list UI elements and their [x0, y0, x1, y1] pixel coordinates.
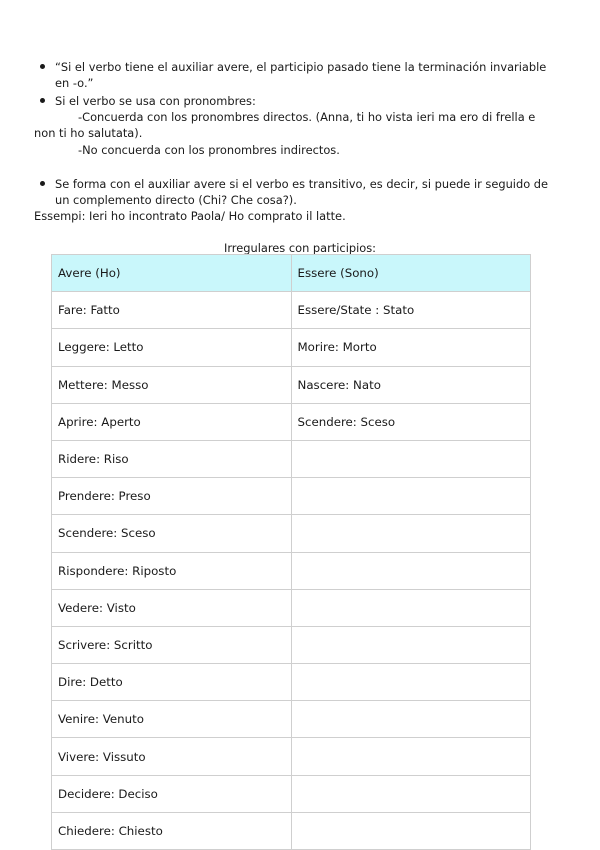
- bullet-2-line-1: Si el verbo se usa con pronombres:: [55, 94, 256, 108]
- table-row: [52, 552, 531, 589]
- column-header-essere: Essere (Sono): [291, 255, 531, 292]
- table-cell-essere: Morire: Morto: [291, 329, 531, 366]
- bullet-dot-1: [40, 64, 45, 69]
- table-row: [52, 515, 531, 552]
- table-cell-avere: Decidere: Deciso: [52, 775, 292, 812]
- table-cell-essere: [291, 589, 531, 626]
- table-caption: Irregulares con participios:: [223, 241, 377, 255]
- table-cell-essere: [291, 812, 531, 849]
- table-cell-avere: Vedere: Visto: [52, 589, 292, 626]
- bullet-1-line-1: “Si el verbo tiene el auxiliar avere, el participio pasado tiene la terminación invariable: [55, 60, 547, 74]
- table-cell-avere: Venire: Venuto: [52, 701, 292, 738]
- table-cell-essere: [291, 738, 531, 775]
- table-cell-avere: Ridere: Riso: [52, 440, 292, 477]
- table-cell-avere: Leggere: Letto: [52, 329, 292, 366]
- table-row: [52, 478, 531, 515]
- table-cell-essere: [291, 701, 531, 738]
- table-cell-essere: Essere/State : Stato: [291, 292, 531, 329]
- table-row: [52, 366, 531, 403]
- column-header-avere: Avere (Ho): [52, 255, 292, 292]
- bullet-dot-3: [40, 181, 45, 186]
- sub-point-2-line-1: -No concuerda con los pronombres indirectos.: [78, 143, 340, 157]
- table-row: [52, 403, 531, 440]
- table-cell-essere: Scendere: Sceso: [291, 403, 531, 440]
- table-row: [52, 775, 531, 812]
- table-header-row: [52, 255, 531, 292]
- bullet-dot-2: [40, 98, 45, 103]
- table-cell-essere: [291, 552, 531, 589]
- table-cell-avere: Dire: Detto: [52, 664, 292, 701]
- table-row: [52, 738, 531, 775]
- table-cell-essere: [291, 515, 531, 552]
- table-cell-essere: [291, 664, 531, 701]
- table-cell-avere: Chiedere: Chiesto: [52, 812, 292, 849]
- table-cell-essere: [291, 626, 531, 663]
- table-cell-essere: [291, 775, 531, 812]
- bullet-3-line-2: un complemento directo (Chi? Che cosa?).: [55, 193, 297, 207]
- table-cell-essere: Nascere: Nato: [291, 366, 531, 403]
- table-row: [52, 701, 531, 738]
- table-cell-avere: Prendere: Preso: [52, 478, 292, 515]
- table-row: [52, 440, 531, 477]
- table-row: [52, 664, 531, 701]
- irregular-participles-table: [51, 254, 531, 850]
- bullet-1-line-2: en -o.”: [55, 76, 94, 90]
- table-cell-avere: Vivere: Vissuto: [52, 738, 292, 775]
- table-cell-avere: Scrivere: Scritto: [52, 626, 292, 663]
- table-cell-avere: Mettere: Messo: [52, 366, 292, 403]
- table-cell-avere: Aprire: Aperto: [52, 403, 292, 440]
- table-row: [52, 329, 531, 366]
- table-row: [52, 292, 531, 329]
- table-row: [52, 626, 531, 663]
- table-cell-avere: Fare: Fatto: [52, 292, 292, 329]
- examples-line: Essempi: Ieri ho incontrato Paola/ Ho comprato il latte.: [34, 209, 346, 223]
- sub-point-1-line-1: -Concuerda con los pronombres directos. (Anna, ti ho vista ieri ma ero di frella e: [78, 110, 536, 124]
- table-cell-essere: [291, 478, 531, 515]
- table-cell-avere: Rispondere: Riposto: [52, 552, 292, 589]
- bullet-3-line-1: Se forma con el auxiliar avere si el verbo es transitivo, es decir, si puede ir seguido de: [55, 177, 549, 191]
- table-cell-avere: Scendere: Sceso: [52, 515, 292, 552]
- table-cell-essere: [291, 440, 531, 477]
- sub-point-1-line-2: non ti ho salutata).: [34, 126, 143, 140]
- table-row: [52, 589, 531, 626]
- table-row: [52, 812, 531, 849]
